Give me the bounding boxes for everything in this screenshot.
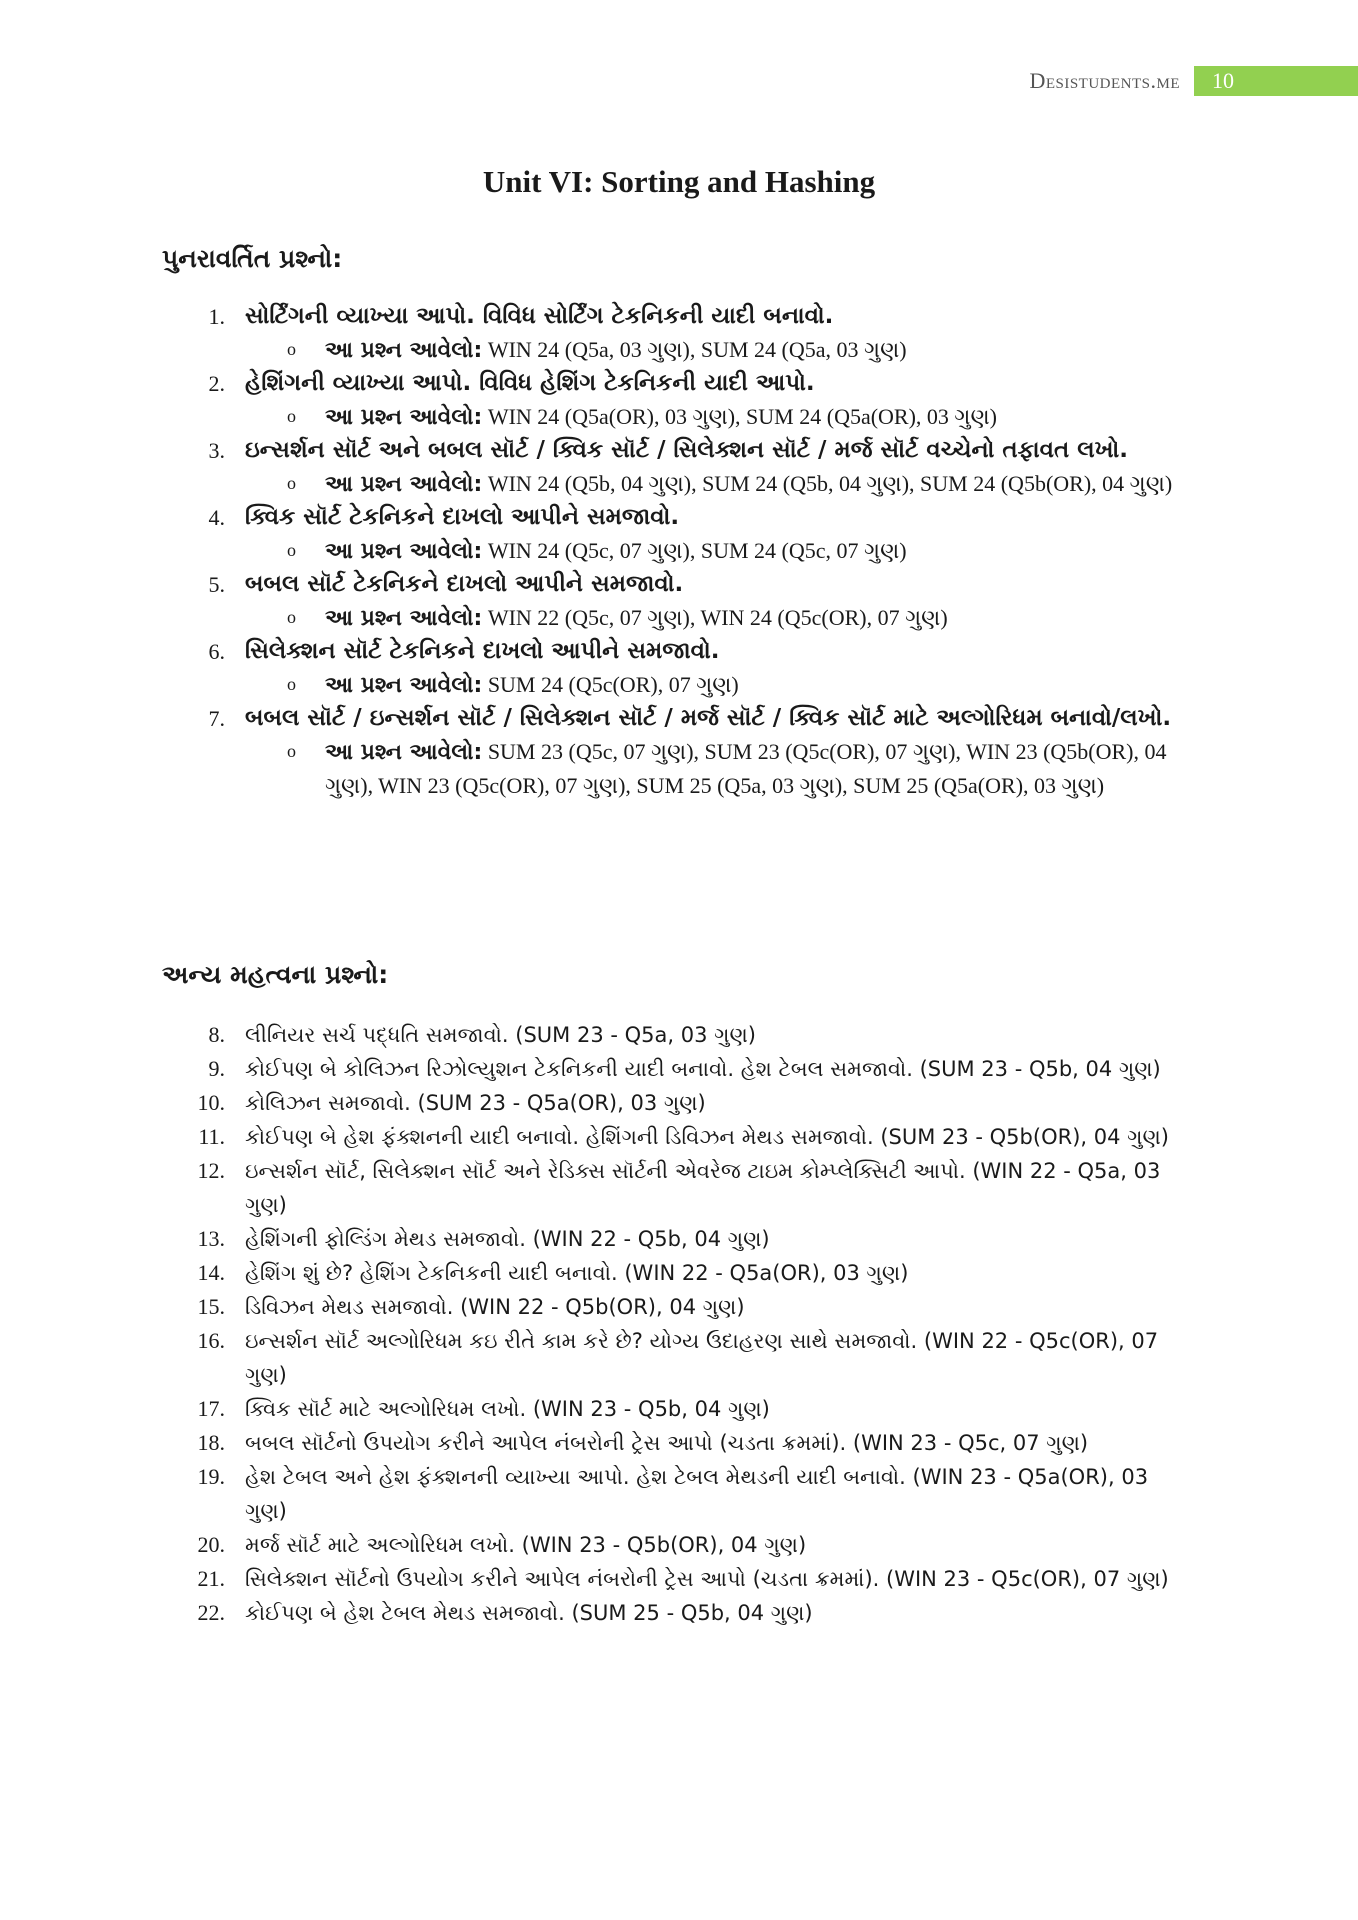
page-header (1029, 66, 1358, 96)
bullet-icon: o (287, 741, 296, 761)
question-text: બબલ સૉર્ટ ટેકનિકને દાખલો આપીને સમજાવો. (245, 571, 684, 597)
asked-in-item (195, 400, 1195, 434)
question-number: 10. (197, 1090, 225, 1115)
question-item (195, 1086, 1195, 1120)
question-number: 15. (197, 1294, 225, 1319)
bullet-icon: o (287, 607, 296, 627)
asked-in-item (195, 735, 1195, 802)
question-text: સોર્ટિંગની વ્યાખ્યા આપો. વિવિધ સોર્ટિંગ ટેકનિકની યાદી બનાવો. (245, 303, 834, 329)
question-number: 9. (208, 1056, 225, 1081)
question-text: સિલેક્શન સૉર્ટ ટેકનિકને દાખલો આપીને સમજાવો. (245, 638, 720, 664)
question-text: કોલિઝન સમજાવો. (SUM 23 - Q5a(OR), 03 ગુણ) (245, 1091, 706, 1115)
asked-in-item (195, 601, 1195, 635)
question-item (195, 1528, 1195, 1562)
question-item (195, 635, 1195, 668)
asked-in-label: આ પ્રશ્ન આવેલો: (325, 740, 483, 765)
question-item (195, 1290, 1195, 1324)
question-item (195, 300, 1195, 333)
question-text: ક્વિક સૉર્ટ માટે અલ્ગોરિધમ લખો. (WIN 23 - Q5b, 04 ગુણ) (245, 1397, 770, 1421)
question-item (195, 1256, 1195, 1290)
question-item (195, 1052, 1195, 1086)
question-number: 1. (208, 304, 225, 329)
question-item (195, 434, 1195, 467)
asked-in-label: આ પ્રશ્ન આવેલો: (325, 539, 483, 564)
question-text: સિલેક્શન સૉર્ટનો ઉપયોગ કરીને આપેલ નંબરોની ટ્રેસ આપો (ચડતા ક્રમમાં). (WIN 23 - Q5c(OR), 07 ગુણ) (245, 1567, 1169, 1591)
question-number: 16. (197, 1328, 225, 1353)
question-number: 8. (208, 1022, 225, 1047)
question-number: 12. (197, 1158, 225, 1183)
question-text: હેશિંગની ફોલ્ડિંગ મેથડ સમજાવો. (WIN 22 - Q5b, 04 ગુણ) (245, 1227, 770, 1251)
question-number: 6. (208, 639, 225, 664)
page-number: 10 (1194, 66, 1358, 96)
question-number: 14. (197, 1260, 225, 1285)
question-item (195, 1392, 1195, 1426)
question-item (195, 1460, 1195, 1528)
asked-in-value: WIN 24 (Q5b, 04 ગુણ), SUM 24 (Q5b, 04 ગુણ), SUM 24 (Q5b(OR), 04 ગુણ) (487, 471, 1173, 496)
question-item (195, 1426, 1195, 1460)
question-number: 7. (208, 706, 225, 731)
question-text: ડિવિઝન મેથડ સમજાવો. (WIN 22 - Q5b(OR), 04 ગુણ) (245, 1295, 745, 1319)
question-item (195, 1596, 1195, 1630)
asked-in-value: WIN 24 (Q5c, 07 ગુણ), SUM 24 (Q5c, 07 ગુણ) (487, 538, 907, 563)
question-number: 17. (197, 1396, 225, 1421)
bullet-icon: o (287, 473, 296, 493)
site-name: Desistudents.me (1029, 68, 1180, 93)
question-text: હેશિંગ શું છે? હેશિંગ ટેકનિકની યાદી બનાવો. (WIN 22 - Q5a(OR), 03 ગુણ) (245, 1261, 909, 1285)
other-questions-heading: અન્ય મહત્વના પ્રશ્નો: (162, 960, 389, 989)
question-item (195, 702, 1195, 735)
question-text: કોઈપણ બે હેશ ફંક્શનની યાદી બનાવો. હેશિંગની ડિવિઝન મેથડ સમજાવો. (SUM 23 - Q5b(OR), 04 ગુણ) (245, 1125, 1169, 1149)
bullet-icon: o (287, 406, 296, 426)
question-text: મર્જ સૉર્ટ માટે અલ્ગોરિધમ લખો. (WIN 23 - Q5b(OR), 04 ગુણ) (245, 1533, 807, 1557)
asked-in-item (195, 534, 1195, 568)
question-text: ઇન્સર્શન સૉર્ટ અલ્ગોરિધમ કઇ રીતે કામ કરે છે? યોગ્ય ઉદાહરણ સાથે સમજાવો. (WIN 22 - Q5c(OR), 07 ગુણ) (245, 1329, 1159, 1387)
bullet-icon: o (287, 674, 296, 694)
question-number: 18. (197, 1430, 225, 1455)
question-text: કોઈપણ બે હેશ ટેબલ મેથડ સમજાવો. (SUM 25 - Q5b, 04 ગુણ) (245, 1601, 813, 1625)
question-text: હેશિંગની વ્યાખ્યા આપો. વિવિધ હેશિંગ ટેકનિકની યાદી આપો. (245, 370, 815, 396)
question-number: 20. (197, 1532, 225, 1557)
question-number: 11. (198, 1124, 225, 1149)
question-item (195, 1324, 1195, 1392)
question-item (195, 1018, 1195, 1052)
page-title: Unit VI: Sorting and Hashing (482, 164, 876, 199)
asked-in-label: આ પ્રશ્ન આવેલો: (325, 338, 483, 363)
question-number: 13. (197, 1226, 225, 1251)
question-item (195, 1154, 1195, 1222)
question-number: 3. (208, 438, 225, 463)
asked-in-label: આ પ્રશ્ન આવેલો: (325, 673, 483, 698)
question-number: 22. (197, 1600, 225, 1625)
asked-in-item (195, 668, 1195, 702)
question-text: લીનિયર સર્ચ પદ્ધતિ સમજાવો. (SUM 23 - Q5a, 03 ગુણ) (245, 1023, 756, 1047)
question-number: 19. (197, 1464, 225, 1489)
bullet-icon: o (287, 339, 296, 359)
question-number: 21. (197, 1566, 225, 1591)
question-number: 4. (208, 505, 225, 530)
bullet-icon: o (287, 540, 296, 560)
question-item (195, 568, 1195, 601)
question-text: ઇન્સર્શન સૉર્ટ, સિલેક્શન સૉર્ટ અને રેડિક્સ સૉર્ટની એવરેજ ટાઇમ કોમ્પ્લેક્સિટી આપો. (WIN 22 - Q5a, 03 ગુણ) (245, 1159, 1161, 1217)
asked-in-label: આ પ્રશ્ન આવેલો: (325, 472, 483, 497)
question-text: ક્વિક સૉર્ટ ટેકનિકને દાખલો આપીને સમજાવો. (245, 504, 680, 530)
question-item (195, 501, 1195, 534)
question-text: બબલ સૉર્ટનો ઉપયોગ કરીને આપેલ નંબરોની ટ્રેસ આપો (ચડતા ક્રમમાં). (WIN 23 - Q5c, 07 ગુણ) (245, 1431, 1089, 1455)
question-text: કોઈપણ બે કોલિઝન રિઝોલ્યુશન ટેકનિકની યાદી બનાવો. હેશ ટેબલ સમજાવો. (SUM 23 - Q5b, 04 ગુણ) (245, 1057, 1161, 1081)
other-questions-list (195, 1018, 1195, 1630)
asked-in-item (195, 333, 1195, 367)
repeated-questions-heading: પુનરાવર્તિત પ્રશ્નો: (162, 244, 343, 273)
asked-in-item (195, 467, 1195, 501)
repeated-questions-list (195, 300, 1195, 802)
asked-in-value: SUM 23 (Q5c, 07 ગુણ), SUM 23 (Q5c(OR), 07 ગુણ), WIN 23 (Q5b(OR), 04 ગુણ), WIN 23 (Q5c(OR), 07 ગુણ), SUM 25 (Q5a, 03 ગુણ), SUM 25 (Q5a(OR), 03 ગુણ) (325, 739, 1167, 798)
asked-in-value: WIN 22 (Q5c, 07 ગુણ), WIN 24 (Q5c(OR), 07 ગુણ) (487, 605, 948, 630)
question-text: બબલ સૉર્ટ / ઇન્સર્શન સૉર્ટ / સિલેક્શન સૉર્ટ / મર્જ સૉર્ટ / ક્વિક સૉર્ટ માટે અલ્ગોરિધમ બનાવો/લખો. (245, 705, 1172, 731)
asked-in-value: SUM 24 (Q5c(OR), 07 ગુણ) (487, 672, 739, 697)
question-text: ઇન્સર્શન સૉર્ટ અને બબલ સૉર્ટ / ક્વિક સૉર્ટ / સિલેક્શન સૉર્ટ / મર્જ સૉર્ટ વચ્ચેનો તફાવત લખો. (245, 437, 1129, 463)
asked-in-value: WIN 24 (Q5a(OR), 03 ગુણ), SUM 24 (Q5a(OR), 03 ગુણ) (487, 404, 998, 429)
question-text: હેશ ટેબલ અને હેશ ફંક્શનની વ્યાખ્યા આપો. હેશ ટેબલ મેથડની યાદી બનાવો. (WIN 23 - Q5a(OR), 03 ગુણ) (245, 1465, 1149, 1523)
question-number: 2. (208, 371, 225, 396)
question-item (195, 367, 1195, 400)
question-item (195, 1222, 1195, 1256)
question-number: 5. (208, 572, 225, 597)
asked-in-label: આ પ્રશ્ન આવેલો: (325, 606, 483, 631)
asked-in-value: WIN 24 (Q5a, 03 ગુણ), SUM 24 (Q5a, 03 ગુણ) (487, 337, 907, 362)
question-item (195, 1562, 1195, 1596)
asked-in-label: આ પ્રશ્ન આવેલો: (325, 405, 483, 430)
question-item (195, 1120, 1195, 1154)
